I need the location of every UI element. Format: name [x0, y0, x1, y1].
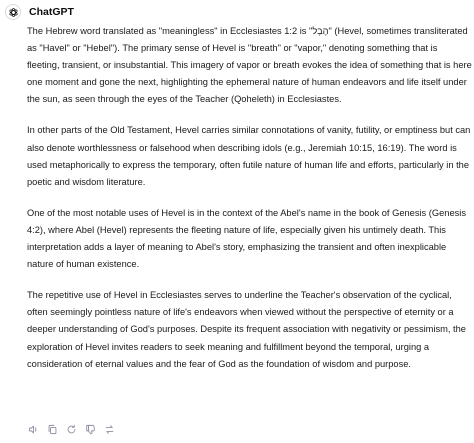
thumbs-down-icon [85, 424, 96, 435]
thumbs-down-button[interactable] [84, 423, 97, 436]
model-switch-button[interactable] [103, 423, 116, 436]
copy-icon [47, 424, 58, 435]
message-paragraph: The Hebrew word translated as "meaningless" in Ecclesiastes 1:2 is "הֶבֶל" (Hevel, sometimes transliterated as "Havel" or "Hebel"). The primary sense of Hevel is "breath" or "vapor," denoting something that is fleeting, transient, or insubstantial. This imagery of vapor or breath evokes the idea of something that is here one moment and gone the next, highlighting the ephemeral nature of human endeavors and life itself under the sun, as seen through the eyes of the Teacher (Qoheleth) in Ecclesiastes. [27, 26, 472, 105]
author-name: ChatGPT [29, 6, 74, 18]
model-switch-icon [104, 424, 115, 435]
copy-button[interactable] [46, 423, 59, 436]
regenerate-button[interactable] [65, 423, 78, 436]
chatgpt-logo-icon [5, 4, 21, 20]
regenerate-icon [66, 424, 77, 435]
message-paragraph: One of the most notable uses of Hevel is in the context of the Abel's name in the book of Genesis (Genesis 4:2), where Abel (Hevel) represents the fleeting nature of life, especially given his untimely death. This interpretation adds a layer of meaning to Abel's story, emphasizing the transient and often inexplicable nature of human existence. [27, 207, 466, 270]
message-paragraph: In other parts of the Old Testament, Hevel carries similar connotations of vanity, futility, or emptiness but can also denote worthlessness or falsehood when describing idols (e.g., Jeremiah 10:15, 16:19). The word is used metaphorically to express the temporary, often futile nature of human life and efforts, particularly in the poetic and wisdom literature. [27, 125, 471, 187]
message-paragraph: The repetitive use of Hevel in Ecclesiastes serves to underline the Teacher's observation of the cyclical, often seemingly pointless nature of life's endeavors when viewed without the perspective of eternity or a deeper understanding of God's purposes. Despite its frequent association with negativity or pessimism, the exploration of Hevel invites readers to seek meaning and fulfillment beyond the temporal, urging a consideration of eternal values and the fear of God as the foundation of wisdom and purpose. [27, 290, 466, 369]
message-body [27, 23, 472, 387]
read-aloud-button[interactable] [27, 423, 40, 436]
message-actions [27, 423, 116, 436]
message-header [5, 4, 74, 20]
speaker-icon [28, 424, 39, 435]
